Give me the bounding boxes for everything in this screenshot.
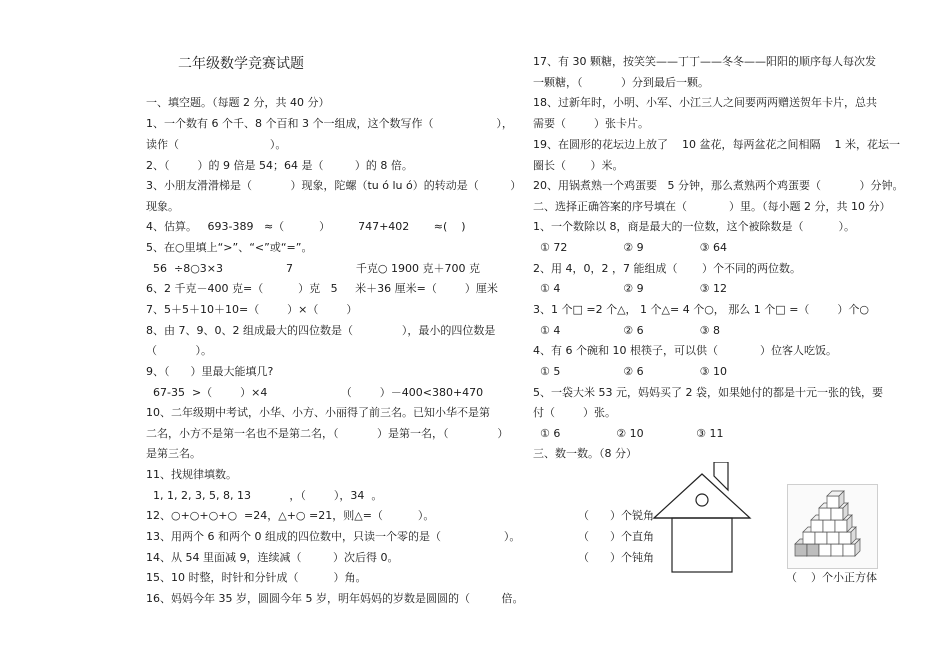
question-1-cont: 读作（ ）。 (146, 138, 287, 151)
question-16: 16、妈妈今年 35 岁，圆圆今年 5 岁，明年妈妈的岁数是圆圆的（ 倍。 (146, 592, 524, 605)
question-14: 14、从 54 里面减 9，连续减（ ）次后得 0。 (146, 551, 399, 564)
choice-question-4-options: ① 5 ② 6 ③ 10 (533, 365, 727, 378)
question-10: 10、二年级期中考试，小华、小方、小丽得了前三名。已知小华不是第 (146, 406, 490, 419)
choice-question-5-cont: 付（ ）张。 (533, 406, 616, 419)
question-8: 8、由 7、9、0、2 组成最大的四位数是（ ），最小的四位数是 (146, 324, 496, 337)
question-18-cont: 需要（ ）张卡片。 (533, 117, 649, 130)
choice-question-1: 1、一个数除以 8，商是最大的一位数，这个被除数是（ ）。 (533, 220, 855, 233)
cube-front-face (843, 544, 855, 556)
cube-front-face (811, 520, 823, 532)
section-one-heading: 一、填空题。（每题 2 分，共 40 分） (146, 96, 330, 109)
question-5: 5、在○里填上“>”、“<”或“=”。 (146, 241, 313, 254)
question-2: 2、（ ）的 9 倍是 54；64 是（ ）的 8 倍。 (146, 159, 413, 172)
cube-front-face (823, 520, 835, 532)
question-12: 12、○+○+○+○ =24，△+○ =21，则△=（ ）。 (146, 509, 435, 522)
question-13: 13、用两个 6 和两个 0 组成的四位数中，只读一个零的是（ ）。 (146, 530, 521, 543)
house-figure (652, 462, 752, 574)
question-17: 17、有 30 颗糖，按笑笑——丁丁——冬冬——阳阳的顺序每人每次发 (533, 55, 876, 68)
exam-title: 二年级数学竞赛试题 (178, 56, 304, 72)
acute-angle-count-label: （ ）个锐角 (578, 509, 654, 522)
question-7: 7、5＋5＋10＋10=（ ）×（ ） (146, 303, 358, 316)
question-18: 18、过新年时，小明、小军、小江三人之间要两两赠送贺年卡片，总共 (533, 96, 877, 109)
choice-question-5: 5、一袋大米 53 元，妈妈买了 2 袋，如果她付的都是十元一张的钱，要 (533, 386, 883, 399)
question-20: 20、用锅煮熟一个鸡蛋要 5 分钟，那么煮熟两个鸡蛋要（ ）分钟。 (533, 179, 904, 192)
choice-question-5-options: ① 6 ② 10 ③ 11 (533, 427, 724, 440)
cube-front-face (815, 532, 827, 544)
roof-window (696, 494, 708, 506)
cube-front-face (827, 496, 839, 508)
cube-front-face (795, 544, 807, 556)
question-10-end: 是第三名。 (146, 447, 201, 460)
cube-front-face (831, 544, 843, 556)
question-6: 6、2 千克－400 克=（ ）克 5 米＋36 厘米=（ ）厘米 (146, 282, 498, 295)
question-11: 11、找规律填数。 (146, 468, 237, 481)
choice-question-3: 3、1 个□ =2 个△， 1 个△= 4 个○， 那么 1 个□ =（ ）个○ (533, 303, 869, 316)
choice-question-4: 4、有 6 个碗和 10 根筷子，可以供（ ）位客人吃饭。 (533, 344, 837, 357)
chimney (714, 462, 728, 490)
question-3-cont: 现象。 (146, 200, 179, 213)
question-17-cont: 一颗糖，（ ）分到最后一颗。 (533, 76, 709, 89)
question-1: 1、一个数有 6 个千、8 个百和 3 个一组成，这个数写作（ ）， (146, 117, 513, 130)
choice-question-1-options: ① 72 ② 9 ③ 64 (533, 241, 727, 254)
question-11-sequence: 1, 1, 2, 3, 5, 8, 13 ，（ ），34 。 (146, 489, 383, 502)
question-5-items: 56 ÷8○3×3 7 千克○ 1900 克＋700 克 (146, 262, 480, 275)
cube-stack-figure (787, 484, 878, 569)
question-15: 15、10 时整，时针和分针成（ ）角。 (146, 571, 367, 584)
cube-front-face (819, 544, 831, 556)
question-4: 4、估算。 693-389 ≈（ ） 747+402 ≈( ) (146, 220, 466, 233)
cube-front-face (803, 532, 815, 544)
cube-front-face (819, 508, 831, 520)
question-19: 19、在圆形的花坛边上放了 10 盆花，每两盆花之间相隔 1 米，花坛一 (533, 138, 900, 151)
question-3: 3、小朋友滑滑梯是（ ）现象，陀螺（tu ó lu ó）的转动是（ ） (146, 179, 522, 192)
right-angle-count-label: （ ）个直角 (578, 530, 654, 543)
question-9: 9、（ ）里最大能填几? (146, 365, 274, 378)
roof (654, 474, 750, 518)
question-19-cont: 圈长（ ）米。 (533, 159, 624, 172)
question-8-cont: （ ）。 (146, 344, 212, 357)
question-9-items: 67-35 >（ ）×4 （ ）－400<380+470 (146, 386, 484, 399)
cube-front-face (839, 532, 851, 544)
section-two-heading: 二、选择正确答案的序号填在（ ）里。（每小题 2 分，共 10 分） (533, 200, 891, 213)
choice-question-2-options: ① 4 ② 9 ③ 12 (533, 282, 727, 295)
section-three-heading: 三、数一数。（8 分） (533, 447, 637, 460)
house-body (672, 518, 732, 572)
cube-front-face (831, 508, 843, 520)
cube-front-face (807, 544, 819, 556)
choice-question-2: 2、用 4，0，2 ，7 能组成（ ）个不同的两位数。 (533, 262, 801, 275)
cube-front-face (827, 532, 839, 544)
obtuse-angle-count-label: （ ）个钝角 (578, 551, 654, 564)
choice-question-3-options: ① 4 ② 6 ③ 8 (533, 324, 720, 337)
cube-count-label: （ ）个小正方体 (786, 571, 877, 584)
question-10-cont: 二名，小方不是第一名也不是第二名，（ ）是第一名，（ ） (146, 427, 509, 440)
cube-front-face (835, 520, 847, 532)
